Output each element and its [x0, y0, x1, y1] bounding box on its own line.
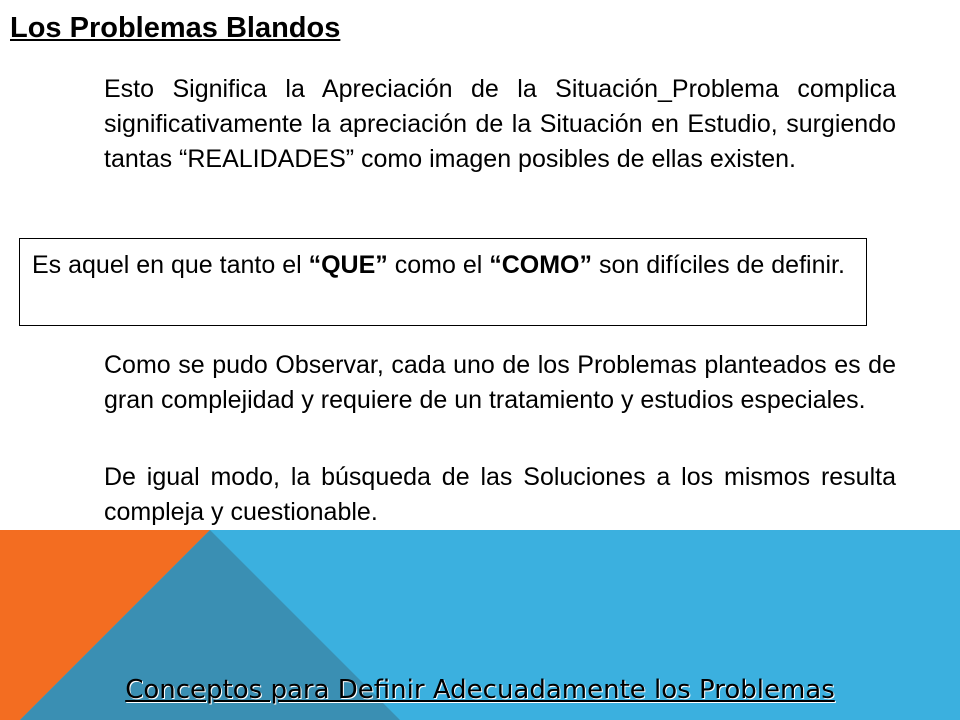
slide-title: Los Problemas Blandos: [10, 12, 341, 44]
definition-text-3: son difíciles de definir.: [592, 251, 845, 279]
paragraph-complejidad: Como se pudo Observar, cada uno de los Problemas planteados es de gran complejidad y requiere de un tratamiento y estudios especiales.: [104, 351, 896, 414]
definition-text-2: como el: [387, 251, 490, 279]
paragraph-soluciones: De igual modo, la búsqueda de las Soluciones a los mismos resulta compleja y cuestionable.: [104, 463, 896, 526]
paragraph-realidades: Esto Significa la Apreciación de la Situación_Problema complica significativamente la apreciación de la Situación en Estudio, surgiendo tantas “REALIDADES” como imagen posibles de ellas existen.: [104, 75, 896, 173]
footer-title: Conceptos para Definir Adecuadamente los Problemas: [125, 675, 835, 705]
definition-que: “QUE”: [308, 251, 388, 279]
definition-box: [19, 238, 867, 326]
definition-text-1: Es aquel en que tanto el: [32, 251, 309, 279]
definition-como: “COMO”: [489, 251, 593, 279]
